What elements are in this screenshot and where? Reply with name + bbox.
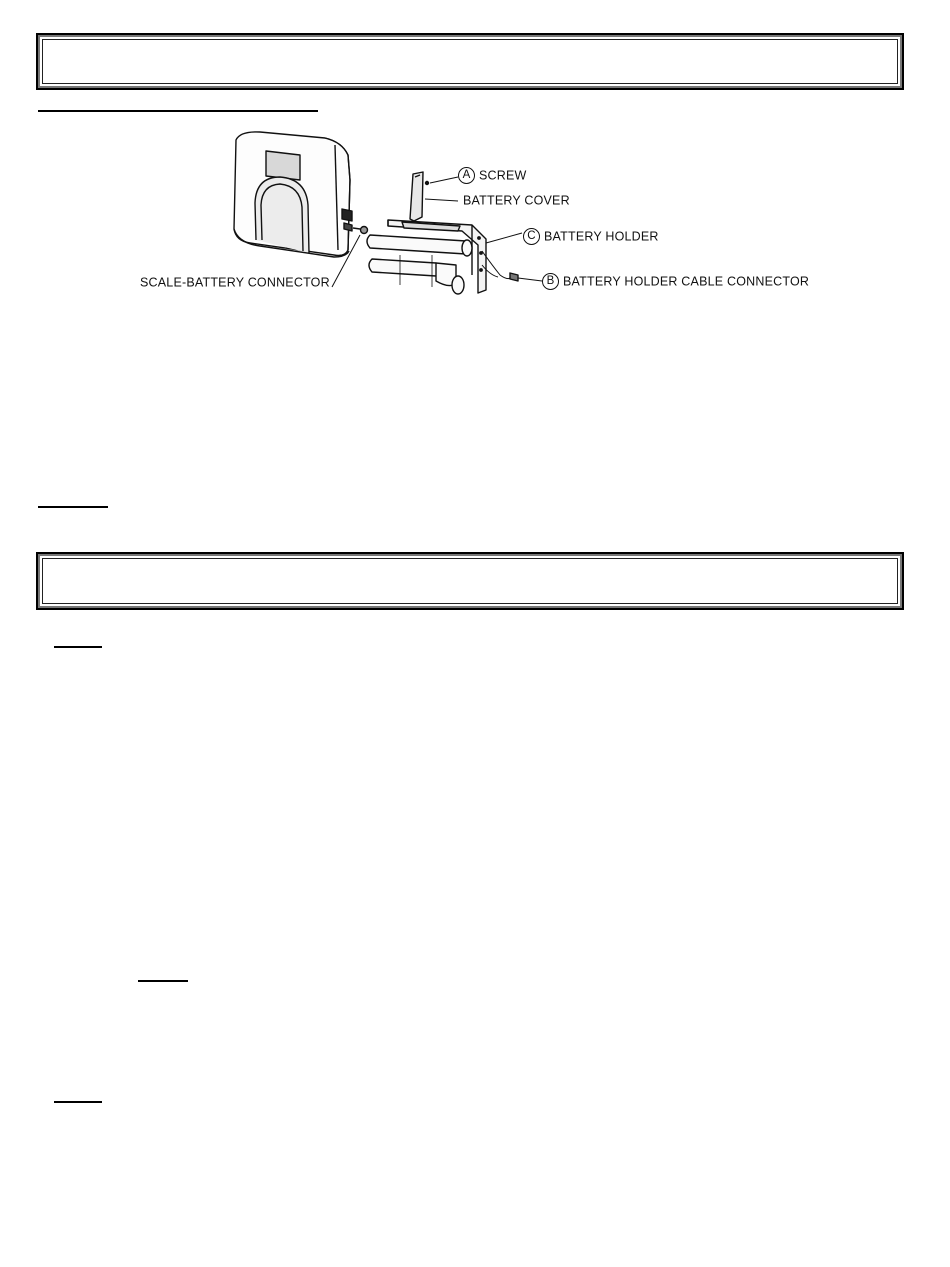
callout-c: C [523,228,540,245]
note-underline-3 [54,1101,102,1103]
heading-underline-top [38,110,318,112]
scale-foot-opening [255,177,309,253]
section-header-box-top [36,33,904,90]
label-screw: A SCREW [458,167,527,184]
callout-a: A [458,167,475,184]
section-header-box-bottom [36,552,904,610]
label-battery-holder: C BATTERY HOLDER [523,228,659,245]
battery-cover [410,172,423,221]
battery-replacement-figure [120,125,820,310]
heading-underline-short [38,506,108,508]
note-underline-1 [54,646,102,648]
callout-b: B [542,273,559,290]
scale-display [266,151,300,180]
note-underline-2 [138,980,188,982]
label-cable-connector: B BATTERY HOLDER CABLE CONNECTOR [542,273,809,290]
label-battery-cover: BATTERY COVER [463,193,570,208]
label-scale-connector: SCALE-BATTERY CONNECTOR [140,275,330,290]
